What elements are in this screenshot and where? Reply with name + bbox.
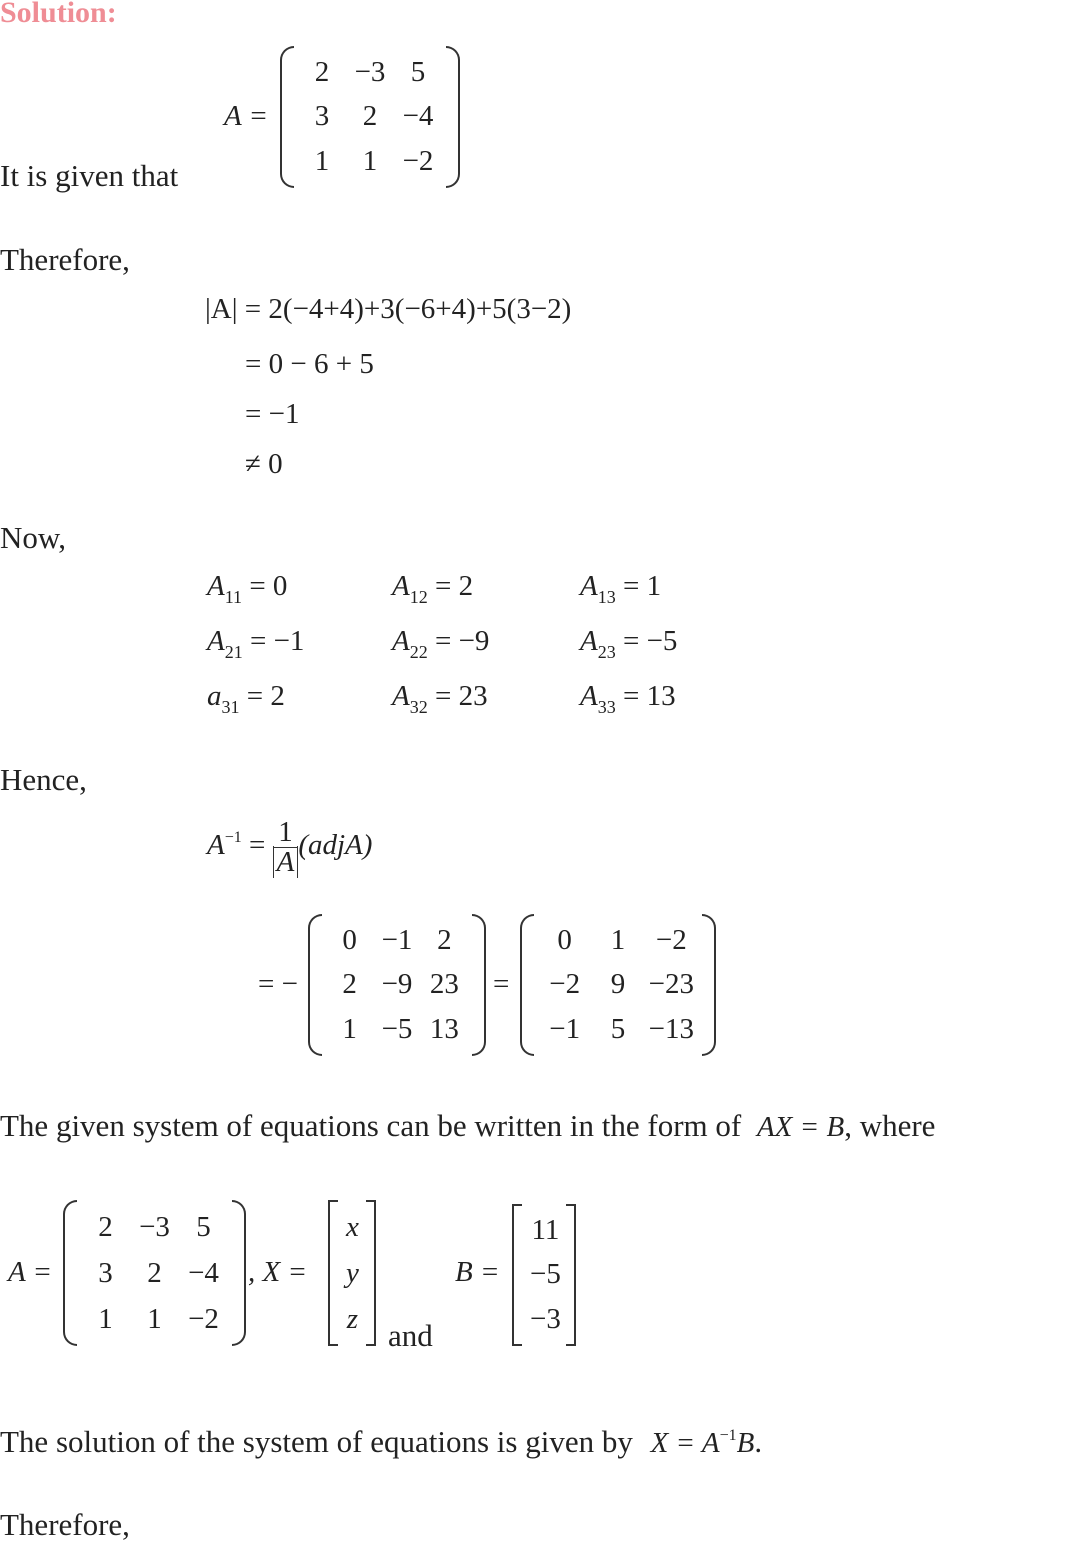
matrix-cell: −13 (648, 1013, 694, 1046)
right-bracket (446, 46, 460, 188)
inverse-lhs: A (207, 829, 225, 862)
cofactor-value: = −9 (434, 625, 490, 657)
cofactor (580, 682, 676, 716)
matrix-cell: −1 (549, 1013, 581, 1046)
hence-text: Hence, (0, 762, 87, 797)
matrix-cell: 1 (362, 145, 378, 178)
matrix-cell: 2 (314, 55, 330, 88)
matrix-cell: −3 (139, 1210, 170, 1243)
matrix-cell: 11 (531, 1213, 560, 1246)
system-equation: AX = B (756, 1111, 845, 1143)
inverse-eq: = (249, 829, 266, 862)
cofactor-value: = 23 (434, 680, 488, 712)
inverse-matrix (520, 914, 716, 1056)
solution-heading: Solution: (0, 0, 117, 29)
inverse-formula (207, 818, 372, 877)
now-text: Now, (0, 520, 67, 555)
cofactor-value: = −5 (622, 625, 678, 657)
matrix-cell: 2 (98, 1210, 113, 1243)
matrix-cell: 9 (610, 968, 626, 1001)
solution-eq-x: X = A (650, 1427, 720, 1459)
matrix-cell: −2 (655, 923, 687, 956)
matrix-cell: −4 (402, 100, 434, 133)
system-matrix-a (63, 1200, 246, 1346)
cofactor-index: 13 (597, 587, 616, 607)
fraction (273, 818, 299, 877)
cofactor-symbol: A (207, 570, 225, 602)
adj-a: (adjA) (298, 829, 373, 862)
cofactor-symbol: a (207, 680, 222, 712)
matrix-cell: 0 (557, 923, 572, 956)
matrix-cell: 0 (342, 923, 357, 956)
cofactor (207, 627, 304, 661)
system-sentence: The given system of equations can be written in the form of (0, 1108, 742, 1143)
fraction-denominator: A (273, 846, 299, 878)
cofactor-value: = 2 (246, 680, 285, 712)
solution-eq-sup: −1 (719, 1427, 737, 1444)
matrix-cell: −5 (530, 1258, 561, 1291)
cofactor (392, 627, 489, 661)
determinant-nonzero: ≠ 0 (245, 448, 283, 480)
cofactor (392, 572, 473, 606)
cofactor-symbol: A (392, 680, 410, 712)
matrix-cell: 23 (429, 968, 459, 1001)
cofactor-symbol: A (580, 680, 598, 712)
inverse-sup: −1 (224, 829, 242, 847)
solution-eq-b: B (736, 1427, 755, 1459)
right-bracket (472, 914, 486, 1056)
matrix-cell: −9 (381, 968, 413, 1001)
system-b-label: B = (455, 1256, 500, 1288)
right-bracket (566, 1204, 576, 1346)
cofactor (580, 572, 661, 606)
cofactor-symbol: A (392, 570, 410, 602)
matrix-cell: 2 (437, 923, 452, 956)
matrix-cell: 1 (342, 1013, 357, 1046)
cofactor (207, 682, 285, 716)
solution-sentence: The solution of the system of equations is given by (0, 1424, 633, 1459)
matrix-a (280, 46, 460, 188)
variable-vector (328, 1200, 376, 1346)
matrix-cell: 1 (98, 1302, 113, 1335)
system-text (0, 1110, 935, 1142)
matrix-cell: 3 (98, 1256, 113, 1289)
matrix-cell: −2 (402, 145, 434, 178)
matrix-cell: 5 (610, 1013, 626, 1046)
cofactor-index: 12 (409, 587, 428, 607)
cofactor (392, 682, 488, 716)
adjoint-matrix (308, 914, 486, 1056)
determinant-expansion: |A| = 2(−4+4)+3(−6+4)+5(3−2) (205, 293, 572, 325)
constant-vector (512, 1204, 576, 1346)
cofactor-value: = 0 (249, 570, 288, 602)
matrix-cell: −4 (188, 1256, 219, 1289)
cofactor (207, 572, 287, 606)
matrix-cell: 2 (147, 1256, 162, 1289)
determinant-step: = 0 − 6 + 5 (245, 348, 374, 380)
therefore-text-2: Therefore, (0, 1507, 130, 1541)
matrix-cell: 1 (147, 1302, 162, 1335)
solution-end: . (754, 1424, 763, 1459)
intro-text: It is given that (0, 158, 179, 193)
system-x-label: , X = (248, 1256, 308, 1288)
cofactor-index: 31 (221, 697, 240, 717)
right-bracket (702, 914, 716, 1056)
and-text: and (388, 1318, 433, 1353)
system-where: , where (844, 1108, 936, 1143)
cofactor-value: = 1 (622, 570, 662, 602)
cofactor-value: = 13 (622, 680, 676, 712)
cofactor-index: 33 (597, 697, 616, 717)
cofactor-symbol: A (392, 625, 410, 657)
right-bracket (366, 1200, 376, 1346)
right-bracket (232, 1200, 246, 1346)
matrix-cell: −3 (530, 1303, 561, 1336)
cofactor-symbol: A (580, 625, 598, 657)
matrix-cell: −1 (381, 923, 413, 956)
matrix-cell: −23 (648, 968, 694, 1001)
equals-sign: = (493, 968, 510, 1000)
matrix-cell: 1 (314, 145, 330, 178)
matrix-a-label: A = (224, 100, 269, 132)
matrix-cell: 2 (342, 968, 357, 1001)
cofactor-index: 32 (409, 697, 428, 717)
cofactor-index: 21 (224, 642, 243, 662)
matrix-cell: 3 (314, 100, 330, 133)
cofactor-symbol: A (580, 570, 598, 602)
cofactor-index: 23 (597, 642, 616, 662)
determinant-value: = −1 (245, 398, 300, 430)
solution-text (0, 1426, 762, 1458)
cofactor-symbol: A (207, 625, 225, 657)
matrix-cell: x (346, 1210, 359, 1243)
negative-equals: = − (258, 968, 298, 1000)
matrix-cell: z (346, 1302, 359, 1335)
matrix-cell: −2 (549, 968, 581, 1001)
system-a-label: A = (8, 1256, 53, 1288)
matrix-cell: −5 (381, 1013, 413, 1046)
matrix-cell: 1 (610, 923, 626, 956)
matrix-cell: 5 (410, 55, 426, 88)
fraction-numerator: 1 (273, 818, 299, 848)
cofactor (580, 627, 677, 661)
matrix-cell: y (346, 1256, 359, 1289)
cofactor-index: 22 (409, 642, 428, 662)
matrix-cell: 13 (429, 1013, 459, 1046)
matrix-cell: −3 (354, 55, 386, 88)
therefore-text: Therefore, (0, 242, 130, 277)
matrix-cell: 2 (362, 100, 378, 133)
cofactor-index: 11 (224, 587, 243, 607)
cofactor-value: = −1 (249, 625, 305, 657)
cofactor-value: = 2 (434, 570, 474, 602)
matrix-cell: −2 (188, 1302, 219, 1335)
matrix-cell: 5 (196, 1210, 211, 1243)
